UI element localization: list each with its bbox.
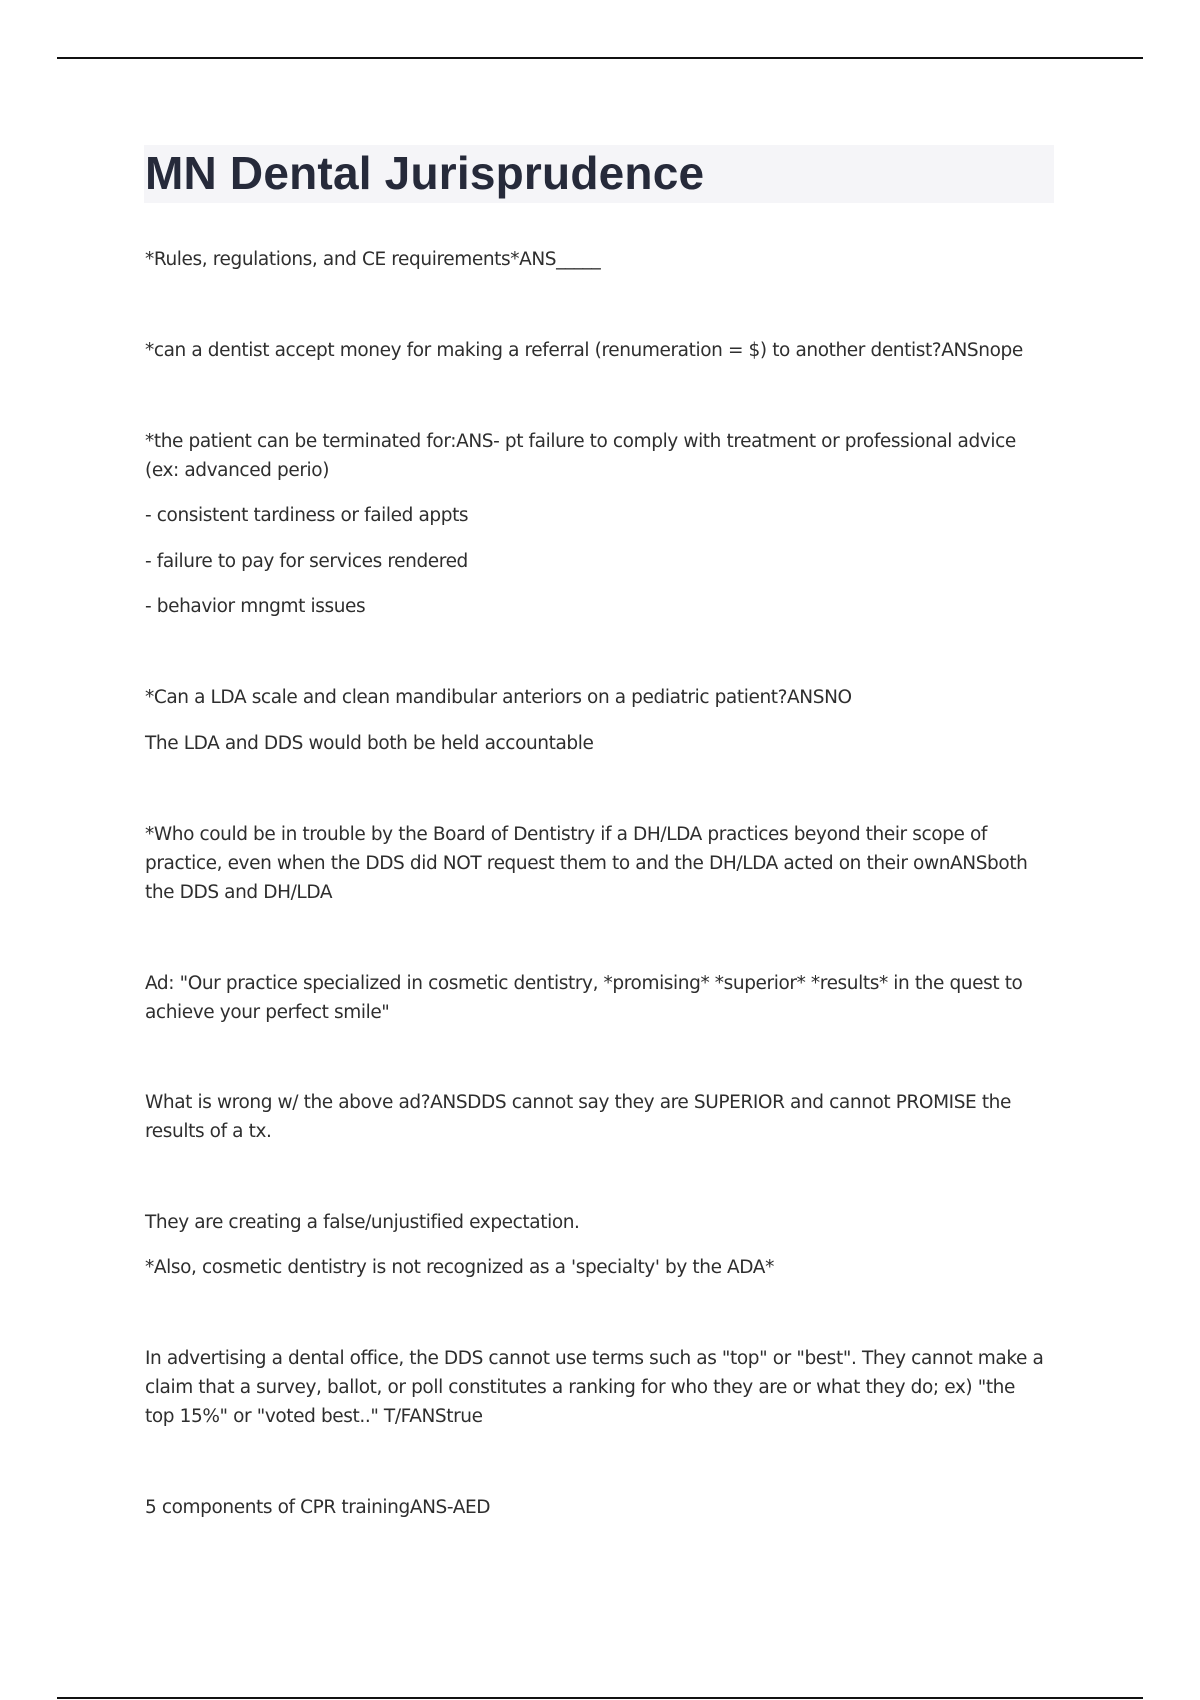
document-title: MN Dental Jurisprudence (145, 147, 705, 199)
card-expectation-note: They are creating a false/unjustified expectation. (145, 1212, 580, 1233)
card-termination-continuation: (ex: advanced perio) (145, 460, 330, 481)
card-ad-continuation: achieve your perfect smile" (145, 1002, 390, 1023)
card-scope-continuation: practice, even when the DDS did NOT request them to and the DH/LDA acted on their ownANSboth (145, 853, 1028, 874)
termination-reason-payment: - failure to pay for services rendered (145, 551, 468, 572)
card-ad-text: Ad: "Our practice specialized in cosmetic dentistry, *promising* *superior* *results* in the quest to (145, 973, 1023, 994)
card-ad-answer-continuation: results of a tx. (145, 1121, 272, 1142)
termination-reason-behavior: - behavior mngmt issues (145, 596, 366, 617)
card-scope-question: *Who could be in trouble by the Board of Dentistry if a DH/LDA practices beyond their scope of (145, 824, 988, 845)
termination-reason-tardiness: - consistent tardiness or failed appts (145, 505, 469, 526)
card-cpr-question: 5 components of CPR trainingANS-AED (145, 1497, 491, 1518)
card-rules-question: *Rules, regulations, and CE requirements*ANS_____ (145, 249, 601, 270)
card-lda-question: *Can a LDA scale and clean mandibular anteriors on a pediatric patient?ANSNO (145, 687, 852, 708)
card-ad-question: What is wrong w/ the above ad?ANSDDS cannot say they are SUPERIOR and cannot PROMISE the (145, 1092, 1011, 1113)
card-advertising-continuation: claim that a survey, ballot, or poll constitutes a ranking for who they are or what they do; ex) "the (145, 1377, 1015, 1398)
card-termination-question: *the patient can be terminated for:ANS- pt failure to comply with treatment or professional advice (145, 431, 1016, 452)
bottom-rule (57, 1697, 1143, 1699)
card-specialty-note: *Also, cosmetic dentistry is not recognized as a 'specialty' by the ADA* (145, 1257, 774, 1278)
card-advertising-answer: top 15%" or "voted best.." T/FANStrue (145, 1406, 483, 1427)
card-scope-answer: the DDS and DH/LDA (145, 882, 333, 903)
card-referral-question: *can a dentist accept money for making a referral (renumeration = $) to another dentist?ANSnope (145, 340, 1023, 361)
card-lda-answer: The LDA and DDS would both be held accountable (145, 733, 594, 754)
top-rule (57, 57, 1143, 59)
card-advertising-question: In advertising a dental office, the DDS cannot use terms such as "top" or "best". They cannot make a (145, 1348, 1044, 1369)
